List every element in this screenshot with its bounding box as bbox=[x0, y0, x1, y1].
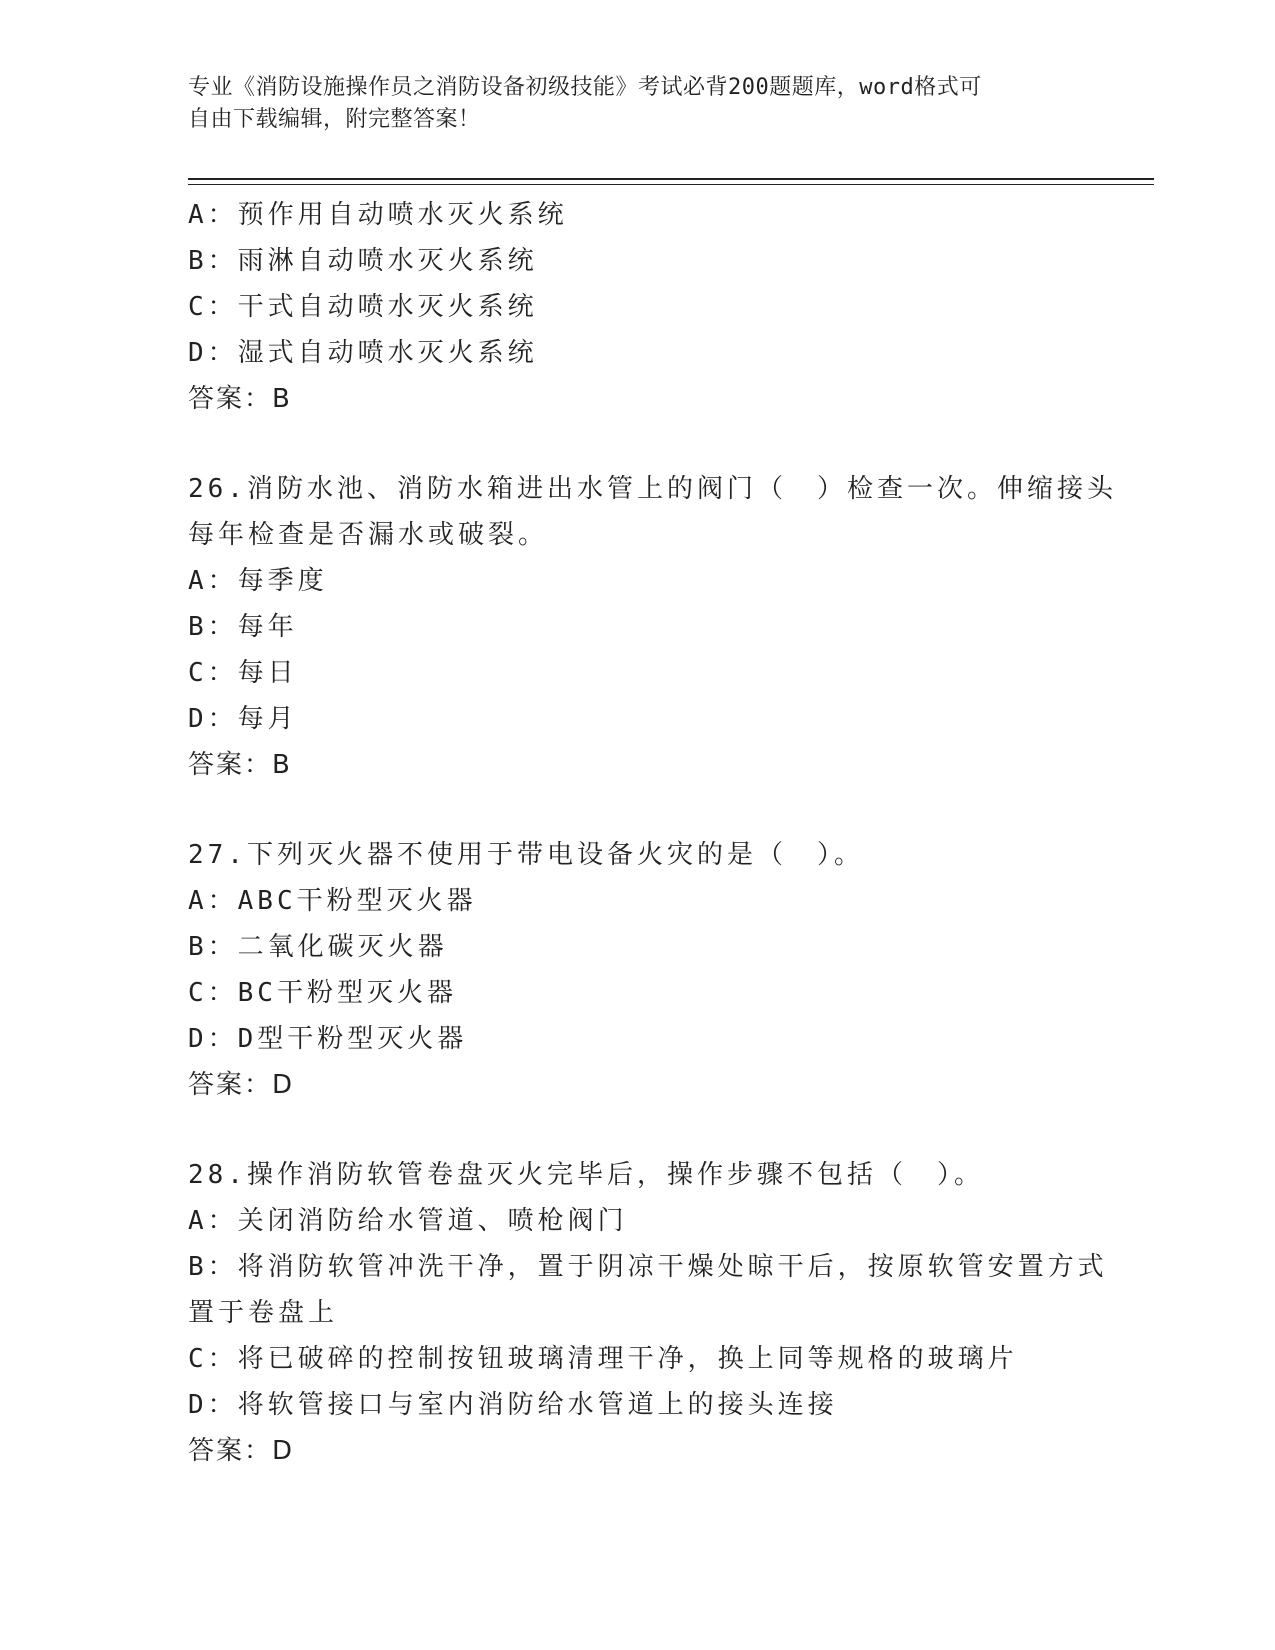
document-header bbox=[188, 72, 1088, 136]
option-b: B：雨淋自动喷水灭火系统 bbox=[188, 246, 538, 276]
option-b-continued: 置于卷盘上 bbox=[188, 1298, 339, 1328]
option-b: B：将消防软管冲洗干净，置于阴凉干燥处晾干后，按原软管安置方式 bbox=[188, 1252, 1108, 1282]
option-d: D：D型干粉型灭火器 bbox=[188, 1024, 468, 1054]
answer-line: 答案：D bbox=[188, 1070, 295, 1100]
question-28-block bbox=[188, 1152, 1108, 1474]
question-stem-continued: 每年检查是否漏水或破裂。 bbox=[188, 520, 549, 550]
option-a: A：ABC干粉型灭火器 bbox=[188, 886, 477, 916]
question-content bbox=[188, 192, 1117, 1474]
option-a: A：预作用自动喷水灭火系统 bbox=[188, 200, 568, 230]
spacer bbox=[188, 1108, 1088, 1152]
option-c: C：将已破碎的控制按钮玻璃清理干净，换上同等规格的玻璃片 bbox=[188, 1344, 1018, 1374]
header-divider-thin bbox=[188, 184, 1154, 185]
option-b: B：二氧化碳灭火器 bbox=[188, 932, 448, 962]
question-stem: 27.下列灭火器不使用于带电设备火灾的是（ ）。 bbox=[188, 840, 864, 870]
answer-line: 答案：D bbox=[188, 1436, 295, 1466]
option-b: B：每年 bbox=[188, 612, 298, 642]
header-divider-thick bbox=[188, 178, 1154, 180]
spacer bbox=[188, 788, 1088, 832]
spacer bbox=[188, 422, 1088, 466]
header-line-2: 自由下载编辑，附完整答案！ bbox=[188, 107, 481, 132]
question-stem: 26.消防水池、消防水箱进出水管上的阀门（ ）检查一次。伸缩接头 bbox=[188, 474, 1117, 504]
option-a: A：关闭消防给水管道、喷枪阀门 bbox=[188, 1206, 628, 1236]
option-c: C：每日 bbox=[188, 658, 298, 688]
option-c: C：干式自动喷水灭火系统 bbox=[188, 292, 538, 322]
question-27-block bbox=[188, 832, 1088, 1108]
answer-line: 答案：B bbox=[188, 384, 292, 414]
option-d: D：湿式自动喷水灭火系统 bbox=[188, 338, 538, 368]
header-line-1: 专业《消防设施操作员之消防设备初级技能》考试必背200题题库，word格式可 bbox=[188, 75, 982, 100]
question-26-block bbox=[188, 466, 1117, 788]
option-a: A：每季度 bbox=[188, 566, 328, 596]
question-25-block bbox=[188, 192, 1088, 422]
option-d: D：每月 bbox=[188, 704, 298, 734]
option-c: C：BC干粉型灭火器 bbox=[188, 978, 457, 1008]
option-d: D：将软管接口与室内消防给水管道上的接头连接 bbox=[188, 1390, 838, 1420]
question-stem: 28.操作消防软管卷盘灭火完毕后，操作步骤不包括（ ）。 bbox=[188, 1160, 984, 1190]
answer-line: 答案：B bbox=[188, 750, 292, 780]
